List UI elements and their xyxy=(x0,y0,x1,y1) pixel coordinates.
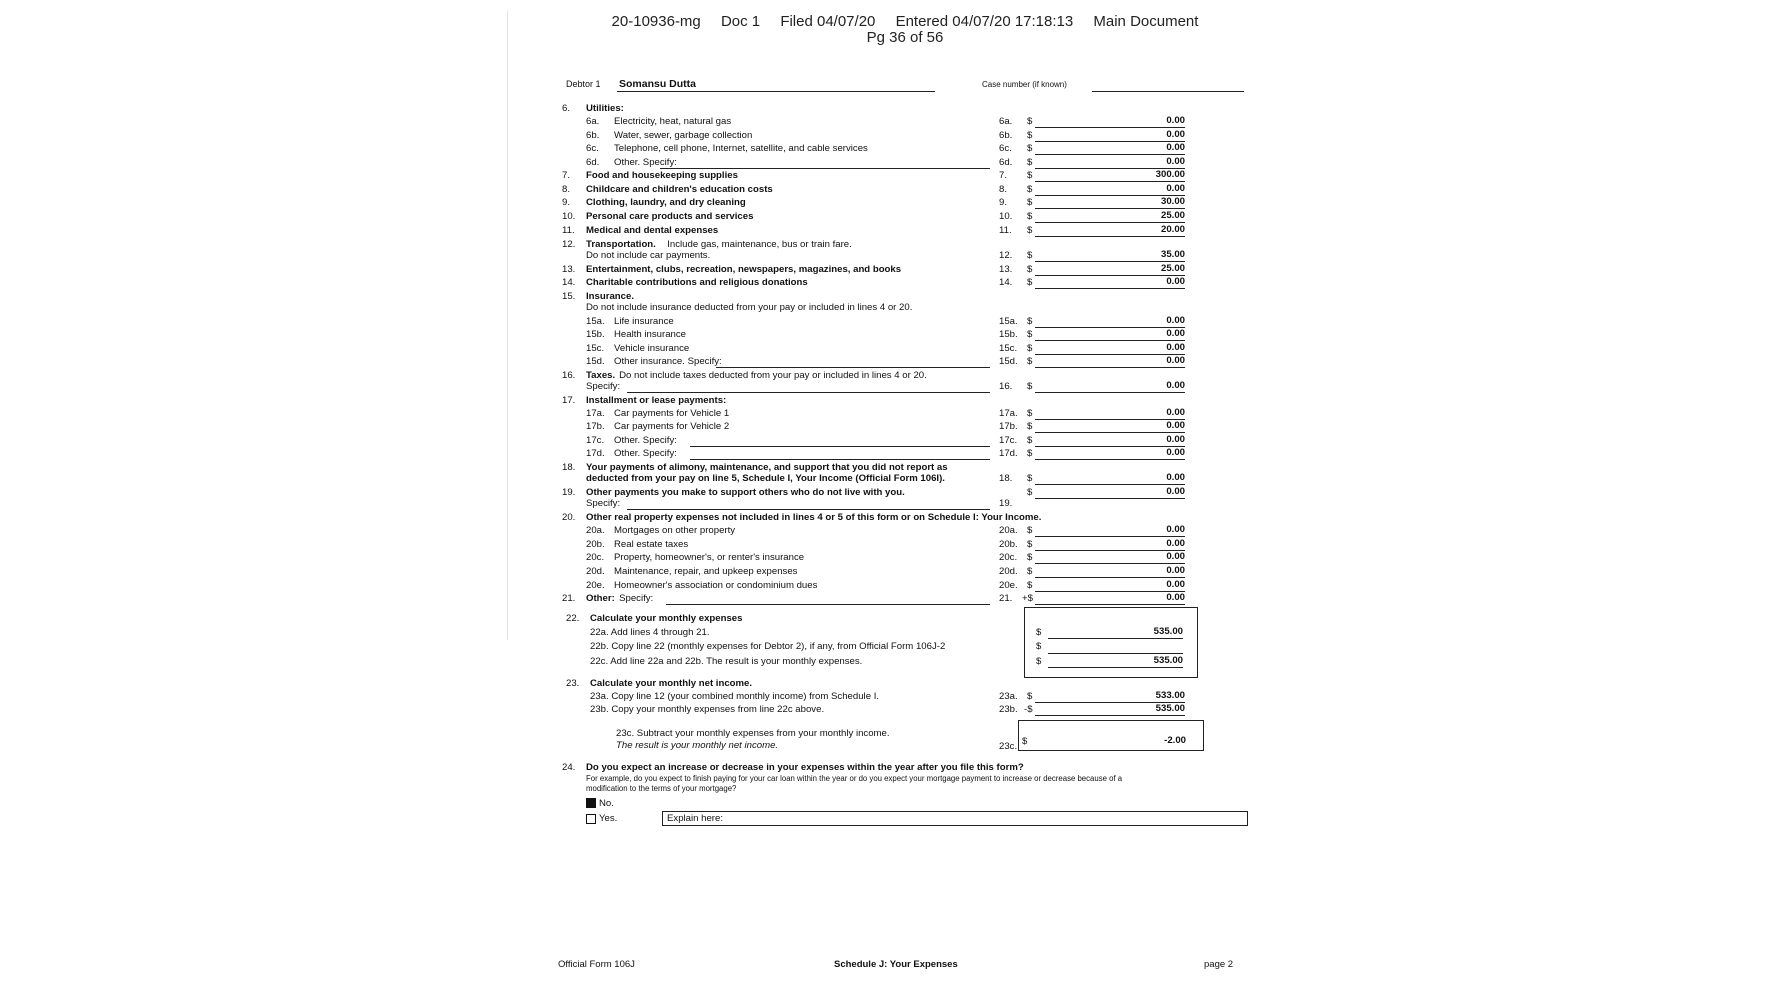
footer-form: Official Form 106J xyxy=(558,959,635,970)
line-22a-label: 22a. Add lines 4 through 21. xyxy=(590,627,710,638)
row-line-code: 6a. xyxy=(999,116,1013,127)
line-23c-dollar: $ xyxy=(1022,736,1028,747)
specify-line[interactable] xyxy=(627,392,990,393)
row-amount: 0.00 xyxy=(1035,551,1185,564)
yes-label: Yes. xyxy=(599,813,618,824)
row-dollar: $ xyxy=(1027,116,1033,127)
row-line-code: 16. xyxy=(999,381,1013,392)
specify-line[interactable] xyxy=(627,509,990,510)
row-num: 6. xyxy=(562,103,571,114)
row-amount: 0.00 xyxy=(1035,434,1185,447)
line-23-title: Calculate your monthly net income. xyxy=(590,678,753,689)
row-sub-num: 17c. xyxy=(586,435,605,446)
row-label: Maintenance, repair, and upkeep expenses xyxy=(614,566,798,577)
row-amount: 300.00 xyxy=(1035,169,1185,182)
row-amount: 0.00 xyxy=(1035,328,1185,341)
row-line-code: 20c. xyxy=(999,552,1018,563)
row-dollar: $ xyxy=(1027,525,1033,536)
line-22a-amount: 535.00 xyxy=(1048,626,1183,639)
footer-page: page 2 xyxy=(1204,959,1234,970)
row-amount: 25.00 xyxy=(1035,210,1185,223)
row-label: Other. Specify: xyxy=(614,157,677,168)
row-num: 20. xyxy=(562,512,576,523)
row-amount: 0.00 xyxy=(1035,472,1185,485)
row-label-extra: Do not include taxes deducted from your pay or included in lines 4 or 20. xyxy=(619,370,927,381)
row-dollar: $ xyxy=(1027,473,1033,484)
row-amount: 0.00 xyxy=(1035,538,1185,551)
yes-checkbox[interactable] xyxy=(586,814,596,824)
row-num: 18. xyxy=(562,462,576,473)
line-24-question: Do you expect an increase or decrease in your expenses within the year after you file this form? xyxy=(586,762,1024,773)
row-line-code: 15c. xyxy=(999,343,1018,354)
page-reference: Pg 36 of 56 xyxy=(866,29,944,46)
row-amount: 25.00 xyxy=(1035,263,1185,276)
page-edge-line xyxy=(507,10,508,640)
row-label: Specify: xyxy=(586,381,621,392)
row-amount: 35.00 xyxy=(1035,249,1185,262)
row-label: Life insurance xyxy=(614,316,674,327)
row-sub-num: 15b. xyxy=(586,329,605,340)
row-amount: 20.00 xyxy=(1035,224,1185,237)
row-line-code: 10. xyxy=(999,211,1013,222)
row-label: Electricity, heat, natural gas xyxy=(614,116,732,127)
row-amount: 0.00 xyxy=(1035,565,1185,578)
row-sub-num: 20a. xyxy=(586,525,605,536)
row-line-code: 18. xyxy=(999,473,1013,484)
row-label: Do not include insurance deducted from your pay or included in lines 4 or 20. xyxy=(586,302,913,313)
explain-label: Explain here: xyxy=(667,813,723,824)
specify-line[interactable] xyxy=(666,604,990,605)
case-no: 20-10936-mg xyxy=(611,13,701,30)
row-line-code: 9. xyxy=(999,197,1008,208)
row-line-code: 17a. xyxy=(999,408,1018,419)
row-label: Personal care products and services xyxy=(586,211,754,222)
row-label: Do not include car payments. xyxy=(586,250,711,261)
row-label: Car payments for Vehicle 2 xyxy=(614,421,730,432)
row-amount: 0.00 xyxy=(1035,355,1185,368)
line-23a-code: 23a. xyxy=(999,691,1018,702)
row-label: Specify: xyxy=(586,498,621,509)
row-dollar: $ xyxy=(1027,211,1033,222)
row-label: Charitable contributions and religious donations xyxy=(586,277,808,288)
row-line-code: 21. xyxy=(999,593,1013,604)
row-sub-num: 17b. xyxy=(586,421,605,432)
row-label: Property, homeowner's, or renter's insurance xyxy=(614,552,805,563)
row-amount: 0.00 xyxy=(1035,276,1185,289)
row-num: 14. xyxy=(562,277,576,288)
row-label: Car payments for Vehicle 1 xyxy=(614,408,730,419)
row-amount: 0.00 xyxy=(1035,407,1185,420)
row-amount: 0.00 xyxy=(1035,380,1185,393)
row-sub-num: 6c. xyxy=(586,143,599,154)
row-label-extra: Include gas, maintenance, bus or train fare. xyxy=(667,239,852,250)
row-dollar: $ xyxy=(1027,316,1033,327)
row-line-code: 7. xyxy=(999,170,1008,181)
line-22c-amount: 535.00 xyxy=(1048,655,1183,668)
row-num: 15. xyxy=(562,291,576,302)
row-line-code: 20a. xyxy=(999,525,1018,536)
row-line-code: 15b. xyxy=(999,329,1018,340)
row-dollar: $ xyxy=(1027,580,1033,591)
row-label: Clothing, laundry, and dry cleaning xyxy=(586,197,746,208)
row-sub-num: 15c. xyxy=(586,343,605,354)
row-amount: 0.00 xyxy=(1035,592,1185,605)
row-line-code: 6b. xyxy=(999,130,1013,141)
row-label: Real estate taxes xyxy=(614,539,689,550)
no-label: No. xyxy=(599,798,614,809)
row-sub-num: 17d. xyxy=(586,448,605,459)
specify-line[interactable] xyxy=(660,168,990,169)
row-label: Other real property expenses not included in lines 4 or 5 of this form or on Schedule I: Your Income. xyxy=(586,512,1042,523)
row-line-code: 15d. xyxy=(999,356,1018,367)
row-label: Telephone, cell phone, Internet, satellite, and cable services xyxy=(614,143,868,154)
row-dollar: $ xyxy=(1027,539,1033,550)
line-24-note-1: For example, do you expect to finish paying for your car loan within the year or do you expect your mortgage payment to increase or decrease because of a xyxy=(586,774,1123,783)
row-num: 10. xyxy=(562,211,576,222)
line-23a-dollar: $ xyxy=(1027,691,1033,702)
row-dollar: $ xyxy=(1027,343,1033,354)
row-dollar: +$ xyxy=(1022,593,1033,604)
row-line-code: 17c. xyxy=(999,435,1018,446)
row-label: Medical and dental expenses xyxy=(586,225,719,236)
row-line-code: 20d. xyxy=(999,566,1018,577)
row-amount: 0.00 xyxy=(1035,342,1185,355)
row-label: Vehicle insurance xyxy=(614,343,690,354)
case-number-label: Case number (if known) xyxy=(982,80,1067,89)
row-sub-num: 17a. xyxy=(586,408,605,419)
line-23a-amount: 533.00 xyxy=(1035,690,1185,703)
row-num: 13. xyxy=(562,264,576,275)
row-label: Health insurance xyxy=(614,329,686,340)
row-line-code: 6c. xyxy=(999,143,1012,154)
row-label: Installment or lease payments: xyxy=(586,395,727,406)
row-label: Other payments you make to support others who do not live with you. xyxy=(586,487,905,498)
row-amount: 0.00 xyxy=(1035,486,1185,499)
row-dollar: $ xyxy=(1027,408,1033,419)
row-line-code: 19. xyxy=(999,498,1013,509)
row-dollar: $ xyxy=(1027,143,1033,154)
row-line-code: 20b. xyxy=(999,539,1018,550)
row-num: 8. xyxy=(562,184,571,195)
row-line-code: 8. xyxy=(999,184,1008,195)
line-22a-dollar: $ xyxy=(1036,627,1042,638)
row-amount: 0.00 xyxy=(1035,315,1185,328)
row-label: Insurance. xyxy=(586,291,634,302)
row-dollar: $ xyxy=(1027,552,1033,563)
row-line-code: 6d. xyxy=(999,157,1013,168)
row-line-code: 12. xyxy=(999,250,1013,261)
row-label: deducted from your pay on line 5, Schedule I, Your Income (Official Form 106I). xyxy=(586,473,945,484)
row-label: Other. Specify: xyxy=(614,448,677,459)
row-sub-num: 20e. xyxy=(586,580,605,591)
filing-header xyxy=(545,13,1265,30)
row-line-code: 11. xyxy=(999,225,1012,236)
row-num: 11. xyxy=(562,225,575,236)
row-dollar: $ xyxy=(1027,381,1033,392)
row-sub-num: 20c. xyxy=(586,552,605,563)
row-amount: 0.00 xyxy=(1035,524,1185,537)
row-label: Your payments of alimony, maintenance, and support that you did not report as xyxy=(586,462,948,473)
row-label: Utilities: xyxy=(586,103,624,114)
row-dollar: $ xyxy=(1027,435,1033,446)
line-22b-label: 22b. Copy line 22 (monthly expenses for Debtor 2), if any, from Official Form 106J-2 xyxy=(590,641,946,652)
row-label: Food and housekeeping supplies xyxy=(586,170,738,181)
specify-line[interactable] xyxy=(690,446,990,447)
filed-date: Filed 04/07/20 xyxy=(780,13,876,30)
row-dollar: $ xyxy=(1027,250,1033,261)
row-amount: 0.00 xyxy=(1035,420,1185,433)
line-23c-code: 23c. xyxy=(999,741,1018,752)
row-label: Childcare and children's education costs xyxy=(586,184,773,195)
line-23c-label-1: 23c. Subtract your monthly expenses from your monthly income. xyxy=(616,728,890,739)
row-num: 9. xyxy=(562,197,571,208)
row-sub-num: 20b. xyxy=(586,539,605,550)
row-line-code: 17d. xyxy=(999,448,1018,459)
row-label: Other: xyxy=(586,593,615,604)
row-dollar: $ xyxy=(1027,277,1033,288)
row-dollar: $ xyxy=(1027,356,1033,367)
line-23c-amount: -2.00 xyxy=(1164,735,1186,746)
row-amount: 0.00 xyxy=(1035,156,1185,169)
row-sub-num: 20d. xyxy=(586,566,605,577)
row-sub-num: 6a. xyxy=(586,116,600,127)
row-num: 19. xyxy=(562,487,576,498)
row-num: 17. xyxy=(562,395,576,406)
no-checkbox[interactable] xyxy=(586,798,596,808)
row-line-code: 13. xyxy=(999,264,1013,275)
row-dollar: $ xyxy=(1027,225,1033,236)
line-23a-label: 23a. Copy line 12 (your combined monthly income) from Schedule I. xyxy=(590,691,880,702)
line-23c-label-2: The result is your monthly net income. xyxy=(616,740,779,751)
debtor-label: Debtor 1 xyxy=(566,79,601,89)
row-label: Mortgages on other property xyxy=(614,525,736,536)
case-number-field xyxy=(1092,91,1244,92)
row-label: Entertainment, clubs, recreation, newspapers, magazines, and books xyxy=(586,264,902,275)
row-amount: 0.00 xyxy=(1035,447,1185,460)
row-label: Taxes. xyxy=(586,370,616,381)
row-sub-num: 15d. xyxy=(586,356,605,367)
row-label: Other. Specify: xyxy=(614,435,677,446)
line-23b-dollar: -$ xyxy=(1024,704,1033,715)
row-amount: 0.00 xyxy=(1035,183,1185,196)
line-22-title: Calculate your monthly expenses xyxy=(590,613,743,624)
row-label: Homeowner's association or condominium dues xyxy=(614,580,818,591)
debtor-name: Somansu Dutta xyxy=(619,78,697,90)
row-dollar: $ xyxy=(1027,264,1033,275)
doc-type: Main Document xyxy=(1093,13,1199,30)
row-label: Other insurance. Specify: xyxy=(614,356,722,367)
row-dollar: $ xyxy=(1027,197,1033,208)
row-dollar: $ xyxy=(1027,184,1033,195)
entered-date: Entered 04/07/20 17:18:13 xyxy=(895,13,1074,30)
row-line-code: 17b. xyxy=(999,421,1018,432)
footer-title: Schedule J: Your Expenses xyxy=(834,959,958,970)
line-23-num: 23. xyxy=(566,678,580,689)
row-amount: 0.00 xyxy=(1035,129,1185,142)
line-24-note-2: modification to the terms of your mortgage? xyxy=(586,784,737,793)
row-label: Transportation. xyxy=(586,239,656,250)
row-label-extra: Specify: xyxy=(619,593,654,604)
row-dollar: $ xyxy=(1027,566,1033,577)
row-dollar: $ xyxy=(1027,448,1033,459)
row-num: 21. xyxy=(562,593,576,604)
line-22c-label: 22c. Add line 22a and 22b. The result is your monthly expenses. xyxy=(590,656,863,667)
row-num: 7. xyxy=(562,170,571,181)
row-dollar: $ xyxy=(1027,487,1033,498)
line-22b-amount xyxy=(1048,641,1183,654)
explain-field[interactable] xyxy=(662,811,1248,826)
row-num: 16. xyxy=(562,370,576,381)
row-line-code: 15a. xyxy=(999,316,1018,327)
specify-line[interactable] xyxy=(690,459,990,460)
row-num: 12. xyxy=(562,239,576,250)
row-line-code: 20e. xyxy=(999,580,1018,591)
line-23b-amount: 535.00 xyxy=(1035,703,1185,716)
row-amount: 0.00 xyxy=(1035,142,1185,155)
row-sub-num: 15a. xyxy=(586,316,605,327)
line-24-num: 24. xyxy=(562,762,576,773)
row-label: Water, sewer, garbage collection xyxy=(614,130,753,141)
row-sub-num: 6b. xyxy=(586,130,600,141)
row-amount: 0.00 xyxy=(1035,579,1185,592)
line-23b-label: 23b. Copy your monthly expenses from line 22c above. xyxy=(590,704,825,715)
specify-line[interactable] xyxy=(716,367,990,368)
row-dollar: $ xyxy=(1027,329,1033,340)
row-amount: 30.00 xyxy=(1035,196,1185,209)
row-amount: 0.00 xyxy=(1035,115,1185,128)
row-sub-num: 6d. xyxy=(586,157,600,168)
line-22b-dollar: $ xyxy=(1036,641,1042,652)
row-dollar: $ xyxy=(1027,421,1033,432)
row-line-code: 14. xyxy=(999,277,1013,288)
debtor-name-line xyxy=(617,91,935,92)
row-dollar: $ xyxy=(1027,130,1033,141)
row-dollar: $ xyxy=(1027,157,1033,168)
doc-no: Doc 1 xyxy=(720,13,761,30)
line-22c-dollar: $ xyxy=(1036,656,1042,667)
line-23b-code: 23b. xyxy=(999,704,1018,715)
row-dollar: $ xyxy=(1027,170,1033,181)
line-22-num: 22. xyxy=(566,613,580,624)
